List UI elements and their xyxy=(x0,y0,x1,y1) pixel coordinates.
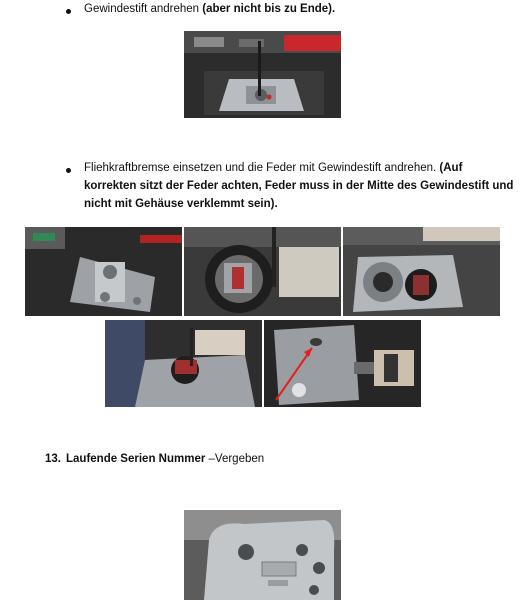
instruction-brake-line-3: nicht mit Gehäuse verklemmt sein). xyxy=(84,198,278,210)
photo-tighten-screw xyxy=(184,31,341,118)
photo-brake-step-3 xyxy=(343,227,500,316)
photo-brake-step-1 xyxy=(25,227,182,316)
instruction-note: (Auf xyxy=(439,162,463,174)
bullet-point xyxy=(66,168,71,173)
photo-brake-step-5 xyxy=(264,320,421,407)
instruction-note: (aber nicht bis zu Ende). xyxy=(202,3,336,15)
section-title-bold: Laufende Serien Nummer xyxy=(66,453,206,465)
instruction-tighten-screw xyxy=(84,0,335,18)
section-number: 13. xyxy=(45,453,61,465)
instruction-text: Fliehkraftbremse einsetzen und die Feder mit Gewindestift andrehen. xyxy=(84,162,440,174)
instruction-brake-line-1 xyxy=(84,159,462,177)
section-title xyxy=(66,450,264,468)
photo-brake-step-2 xyxy=(184,227,341,316)
instruction-brake-line-2: korrekten sitzt der Feder achten, Feder muss in der Mitte des Gewindestift und xyxy=(84,180,514,192)
photo-serial-number xyxy=(184,510,341,600)
photo-brake-step-4 xyxy=(105,320,262,407)
bullet-point xyxy=(66,9,71,14)
instruction-text: Gewindestift andrehen xyxy=(84,3,203,15)
section-title-normal: –Vergeben xyxy=(205,453,265,465)
